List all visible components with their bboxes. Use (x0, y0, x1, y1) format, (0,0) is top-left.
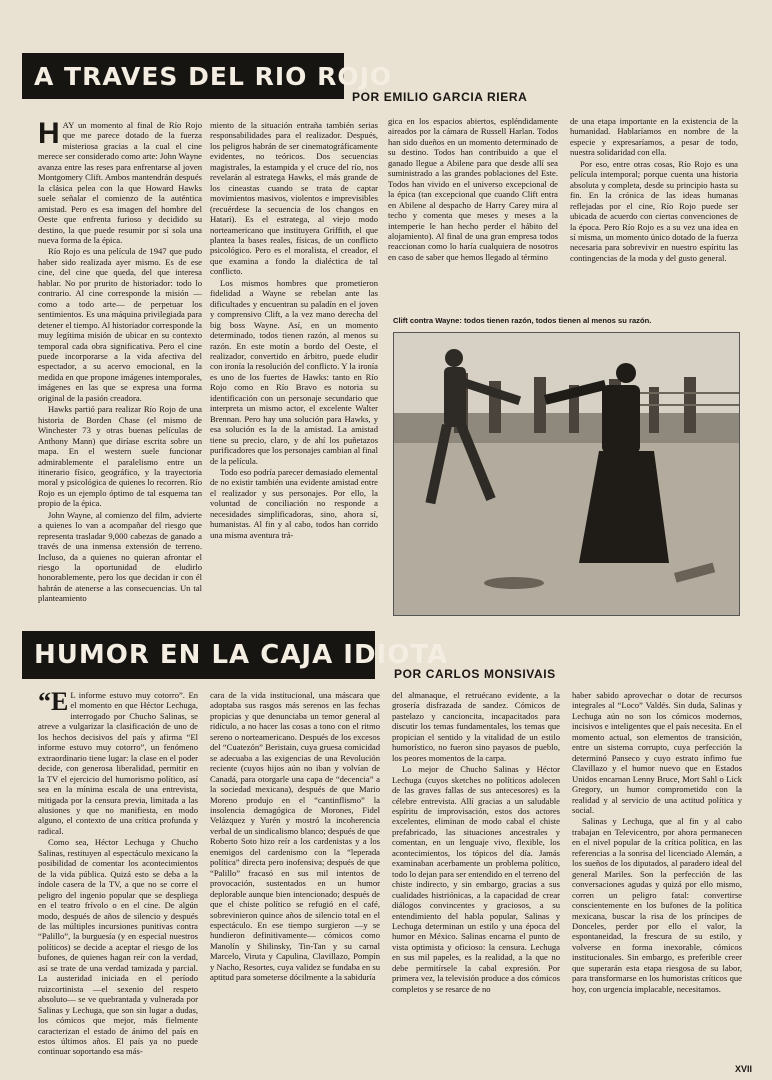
article1-column-4 (570, 116, 738, 306)
article1-column-2 (210, 120, 378, 620)
article2-column-1 (38, 690, 198, 1070)
article1-col4-paragraph: de una etapa importante en la existencia de la humanidad. Hablaríamos en nombre de la especie y expresaríamos, a pesar de todo, nuestra solidaridad con ella. (570, 116, 738, 158)
film-still-illustration (394, 333, 739, 615)
article1-dropcap: H (38, 120, 60, 150)
film-still-photo (393, 332, 740, 616)
article1-byline: POR EMILIO GARCIA RIERA (352, 90, 528, 104)
article1-col1-paragraph: AY un momento al final de Río Rojo que me parece dotado de la fuerza misteriosa gracias a la cual el cine merece ser considerado como arte: John Wayne avanza entre las reses para enfrentarse al joven Montgomery Clift. Ambos mantendrán después la clásica pelea con la que Howard Hawks suele señalar el comienzo de la auténtica amistad. Pero es esa imagen del hombre del Oeste que enfrenta furioso y decidido su destino, la que puede resumir por sí sola una nueva forma de la épica. (38, 120, 202, 245)
article1-col3-paragraph: gica en los espacios abiertos, espléndidamente aireados por la cámara de Russell Harlan. Todos han sido dueños en un momento determinado de su destino. Todos han contribuido a que el ganado llegue a Abilene para que desde allí sea suministrado a las grandes poblaciones del Este. Todos han vivido en el universo excepcional de la épica (tan excepcional que cuando Clift entra en Abilene al despacho de Harry Carey mira al techo y comenta que meses y meses a la intemperie le han hecho perder el hábito del alojamiento). Al final de una gran empresa todos reaccionan como lo haría cualquiera de nosotros en caso de saber que hemos llegado al término (388, 116, 558, 262)
article1-col2-paragraph: miento de la situación entraña también serias responsabilidades para el realizador. Después, los peligros habrán de ser cinematográficamente evidentes, no teóricos. Dos secuencias magistrales, la estampida y el cruce del río, nos revelarán al estratega Hawks, el más grande de los cineastas cuando se trata de captar movimientos masivos, violentos e imprevisibles (recuérdese la secuencia de los changos en Hatari). Es el estratega, al viejo modo norteamericano que instituyera Griffith, el que plantea la bases reales, físicas, de un conflicto psicológico. Pero es el moralista, el creador, el que examina a fondo la dialéctica de tal conflicto. (210, 120, 378, 277)
article2-col4-paragraph: Salinas y Lechuga, que al fin y al cabo trabajan en Televicentro, por ahora permanecen en el nivel popular de la crítica política, en las referencias a la sonrisa del licenciado Alemán, a los sueños de los diputados, al paradero ideal del general Mariles. Son la perfección de las conversaciones agudas y quizá por ello mismo, corren un peligro fatal: convertirse conscientemente en los bufones de la política mexicana, buscar la risa de los príncipes de Donceles, perder por ello el valor, la espontaneidad, la frescura de su estilo, y volverse en forma inexorable, cómicos institucionales. Sin embargo, es preferible creer que superarán esta etapa riesgosa de su labor, para transformarse en los humoristas críticos que hoy, con urgencia implacable, necesitamos. (572, 816, 742, 994)
article2-title: HUMOR EN LA CAJA IDIOTA (34, 640, 449, 670)
article2-col2-paragraph: cara de la vida institucional, una máscara que adoptaba sus rasgos más serenos en las fechas propicias y que denunciaba un temor general al ridículo, a no hacer las cosas a tono con el ritmo sereno o norteamericano. Después de los excesos del “Cuatezón” Beristain, cuya gruesa comicidad se adecuaba a las exigencias de una Revolución reciente (cuyos hijos aún no iban y volvían de Canadá, para otorgarle una capa de “decencia” a la sociedad mexicana), después de que Mario Moreno produjo en el “cantinflismo” la insolencia demagógica de Morones, Fidel Velázquez y Yurén y mostró la incoherencia verbal de un sindicalismo blanco; después de que Roberto Soto hizo reír a los cardenistas y a los enemigos del cardenismo con la “leperada política” directa pero inofensiva; después de que “Palillo” fracasó en sus mil intentos de provocación, sustentados en un humor deplorable aunque bien intencionado; después de que el chiste político se refugió en el café, sobrevinieron quince años de silencio total en el espectáculo. En ese tiempo surgieron —y se hundieron definitivamente— cómicos como Manolín y Shilinsky, Tin-Tan y su carnal Marcelo, Viruta y Capulina, Clavillazo, Pompín y Nacho, Resortes, cuya validez se fundaba en su aptitud para someterse dócilmente a la sabiduría (210, 690, 380, 983)
article2-column-3 (392, 690, 560, 1070)
article2-byline: POR CARLOS MONSIVAIS (394, 667, 556, 681)
article1-col1-paragraph: Río Rojo es una película de 1947 que pudo haber sido realizada ayer mismo. Es de ese cine, del cine que queda, del que interesa hablar. No por prurito de historiador: todo lo contrario. Al cine corresponde la misión —como a todo arte— de perpetuar los sentimientos. Es una máquina privilegiada para detener el tiempo. Al historiador corresponde la muy legítima misión de ubicar en su contexto temporal cada obra significativa. Pero el cine puede incorporarse a la vida afectiva del espectador, a su acervo emocional, en la medida en que propone imágenes intemporales, imágenes en las que se expresa una forma original de la pasión creadora. (38, 246, 202, 403)
article1-col1-paragraph: John Wayne, al comienzo del film, advierte a quienes lo van a acompañar del riesgo que representa trasladar 9,000 cabezas de ganado a través de una inmensa extensión de terreno. Incluso, da a quienes no quieran afrontar el riesgo la oportunidad de eludirlo honorablemente, pero los que decidan ir con él habrán de atenerse a las consecuencias. Un tal planteamiento (38, 509, 202, 604)
article2-col3-paragraph: del almanaque, el retruécano evidente, a la grosería disfrazada de sandez. Cómicos de pastelazo y cancioncita, incapacitados para discutir los temas fundamentales, los temas que propician el sentido y la vitalidad de un estilo humorístico, no fueron sino payasos de pueblo, los peores momentos de la carpa. (392, 690, 560, 763)
article2-column-2 (210, 690, 380, 1070)
article2-col4-paragraph: haber sabido aprovechar o dotar de recursos integrales al “Loco” Valdés. Sin duda, Salinas y Lechuga aún no son los cómicos modernos, incisivos e inteligentes que el país necesita. En el momento actual, son elementos de transición, entre un sistema corrupto, cuya perfección la determinó Panseco y cuyo estrato ínfimo fue Clavillazo y el humor nuevo que en Estados Unidos encarnan Lenny Bruce, Mort Sahl o Lick Gregory, un humor comprometido con la realidad y al servicio de una actitud política y social. (572, 690, 742, 815)
article2-col1-paragraph: Como sea, Héctor Lechuga y Chucho Salinas, restituyen al espectáculo mexicano la posibilidad de comentar los acontecimientos de la vida pública. Quizá esto se deba a la índole casera de la TV, a que no se corre el peligro del ingenio popular que se despliega en el teatro frívolo o en el cine. De algún modo, después de años de silencio y después de las múltiples incursiones punitivas contra “Palillo”, la burguesía (y en especial nuestros políticos) se decide a aceptar el riesgo de los bufones, de quienes hagan reír con la verdad, así se trate de una verdad tamizada y parcial. La austeridad iniciada en el período ruizcortinista —el sexenio del respeto absoluto— se ve quebrantada y vulnerada por Salinas y Lechuga, que son sin lugar a dudas, los cómicos que mejor, más fielmente caracterizan el estado de ánimo del país en estos últimos años. El país ya no puede continuar soportando esa más- (38, 837, 198, 1057)
article1-col1-paragraph: Hawks partió para realizar Río Rojo de una historia de Borden Chase (el mismo de Winchester 73 y otras buenas películas de Anthony Mann) que diríase escrita sobre un mapa. En el western suele funcionar admirablemente el paralelismo entre un itinerario físico, geográfico, y la trayectoria moral y psicológica de quienes lo recorren. Río Rojo es un ejemplo óptimo de tal esquema tan propio de la épica. (38, 404, 202, 509)
article1-column-1 (38, 120, 202, 620)
article2-col1-paragraph: L informe estuvo muy cotorro”. En el momento en que Héctor Lechuga, interrogado por Chucho Salinas, se atreve a vulgarizar la clasificación de uno de los hechos decisivos del país y afirma “El informe estuvo muy cotorro”, un fenómeno extraordinario tiene lugar: la clase en el poder decide, con generosa liberalidad, permitir en la TV el ejercicio del humorismo político, así sea en la mínima escala de una entrevista, mitigada por la censura previa, limitada a las alusiones y que no manifiesta, en modo alguno, el contexto de una crítica profunda y radical. (38, 690, 198, 836)
article1-col2-paragraph: Todo eso podría parecer demasiado elemental de no existir también una evidente amistad entre el realizador y sus personajes. Por ello, la voluntad de conciliación no responde a necesidades simplificadoras, sino, ahora sí, humanistas. Al fin y al cabo, todos han corrido una misma aventura trá- (210, 466, 378, 540)
article2-column-4 (572, 690, 742, 1070)
article2-dropcap: “E (38, 690, 69, 716)
article1-col2-paragraph: Los mismos hombres que prometieron fidelidad a Wayne se rebelan ante las dificultades y encuentran su paladín en el joven y comprensivo Clift, a la vez mano derecha del big boss Wayne. Así, en un momento determinado, todos tienen razón, al menos su razón. En este motín a bordo del Oeste, el realizador, convertido en árbitro, puede eludir con ironía la resolución del conflicto. Y la ironía es uno de los fuertes de Hawks: tanto en Río Rojo como en Río Bravo es notoria su identificación con un personaje secundario que interpreta un mismo actor, el excelente Walter Brennan. Pero hay una solución para Hawks, y esa solución es la de la amistad. La amistad tiene su precio, claro, y de ahí los puñetazos purificadores que los personajes cambian al final de la película. (210, 277, 378, 466)
article2-col3-paragraph: Lo mejor de Chucho Salinas y Héctor Lechuga (cuyos sketches no políticos adolecen de las graves fallas de sus antecesores) es la célebre entrevista. Allí gracias a un saludable espíritu de improvisación, estos dos actores excelentes, eliminan de modo cabal el chiste prefabricado, las situaciones ancestrales y comentan, en un lenguaje vivo, flexible, los acontecimientos, los tópicos del día. Jamás examinaban acerbamente un problema político, todo lo dejan para ser entendido en el terreno del chiste indirecto, y sin embargo, gracias a sus cualidades histriónicas, a la capacidad de crear diálogos convincentes y graciosos, a su entendimiento del habla popular, Salinas y Lechuga determinan un estilo y una época del humor en México. Salinas encarna el punto de vista optimista y oficioso: la censura. Lechuga en sus mil papeles, es la realidad, a la que no debe permitírsele la cabal expresión. Por primera vez, la televisión produce a dos cómicos completos y se resarce de no (392, 764, 560, 994)
photo-caption: Clift contra Wayne: todos tienen razón, todos tienen al menos su razón. (393, 316, 652, 325)
article1-column-3 (388, 116, 558, 306)
page-number: XVII (734, 1064, 752, 1074)
article1-title-banner (22, 53, 393, 99)
article1-col4-paragraph: Por eso, entre otras cosas, Río Rojo es una película intemporal; porque cuenta una historia absoluta y completa, desde su principio hasta su fin. En la crónica de las ideas humanas reflejadas por el cine, Río Rojo puede ser ubicada de acuerdo con ciertas convenciones de la época. Pero Río Rojo es a su vez una idea en sí misma, un momento único dotado de la fuerza necesaria para sobrevivir en nuestro espíritu las contingencias de la moda y del gusto general. (570, 158, 738, 263)
article2-title-banner (22, 631, 449, 679)
article1-title: A TRAVES DEL RIO ROJO (34, 61, 393, 91)
